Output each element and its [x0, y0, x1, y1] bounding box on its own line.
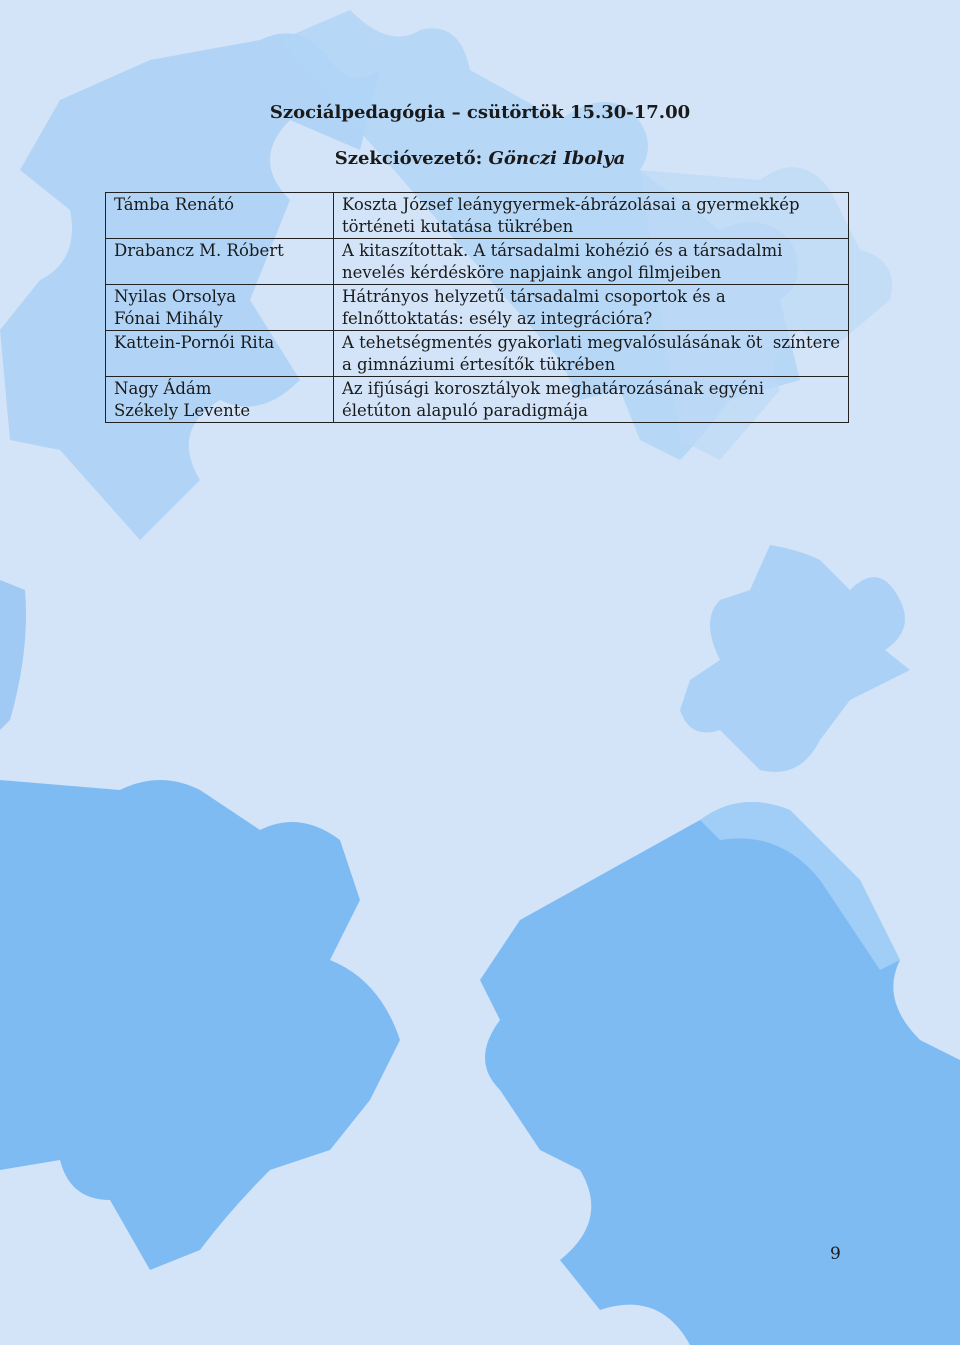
table-row: [106, 331, 849, 377]
puzzle-piece-bottom-left: [0, 780, 400, 1270]
talk-title-line: történeti kutatása tükrében: [341, 217, 574, 236]
table-row: [106, 285, 849, 331]
table-row: [106, 377, 849, 423]
talk-title-cell: [333, 285, 848, 331]
talk-title-line: Hátrányos helyzetű társadalmi csoportok és a: [341, 287, 726, 306]
talk-title-line: felnőttoktatás: esély az integrációra?: [341, 309, 653, 328]
presenter-name: Nagy Ádám: [114, 379, 212, 398]
talk-title-line: Koszta József leánygyermek-ábrázolásai a gyermekkép: [341, 195, 800, 214]
presenter-cell: [106, 285, 334, 331]
presenter-name: Nyilas Orsolya: [114, 287, 237, 306]
talk-title-cell: [333, 193, 848, 239]
puzzle-piece-bottom-right: [480, 802, 960, 1345]
talk-title-line: Az ifjúsági korosztályok meghatározásának egyéni: [341, 379, 765, 398]
presenter-cell: [106, 331, 334, 377]
puzzle-piece-left-edge: [0, 580, 26, 730]
talk-title-line: A tehetségmentés gyakorlati megvalósulásának öt színtere: [341, 333, 840, 352]
section-chair: [0, 148, 960, 169]
presenter-cell: [106, 239, 334, 285]
presenter-name: Támba Renátó: [114, 195, 235, 214]
schedule-table: [105, 192, 849, 423]
talk-title-line: A kitaszítottak. A társadalmi kohézió és a társadalmi: [341, 241, 783, 260]
page-number: 9: [830, 1244, 841, 1264]
talk-title-line: nevelés kérdésköre napjaink angol filmjeiben: [341, 263, 722, 282]
talk-title-line: életúton alapuló paradigmája: [341, 401, 588, 420]
table-row: [106, 193, 849, 239]
talk-title-cell: [333, 331, 848, 377]
talk-title-line: a gimnáziumi értesítők tükrében: [341, 355, 616, 374]
puzzle-piece-middle-right: [680, 545, 910, 772]
presenter-cell: [106, 377, 334, 423]
presenter-name: Székely Levente: [114, 401, 251, 420]
presenter-name: Kattein-Pornói Rita: [114, 333, 275, 352]
talk-title-cell: [333, 239, 848, 285]
presenter-name: Drabancz M. Róbert: [114, 241, 284, 260]
session-title: Szociálpedagógia – csütörtök 15.30-17.00: [269, 102, 691, 123]
table-row: [106, 239, 849, 285]
chair-name: Gönczi Ibolya: [488, 148, 626, 169]
presenter-name: Fónai Mihály: [114, 309, 223, 328]
talk-title-cell: [333, 377, 848, 423]
presenter-cell: [106, 193, 334, 239]
chair-label: Szekcióvezető:: [334, 148, 483, 169]
